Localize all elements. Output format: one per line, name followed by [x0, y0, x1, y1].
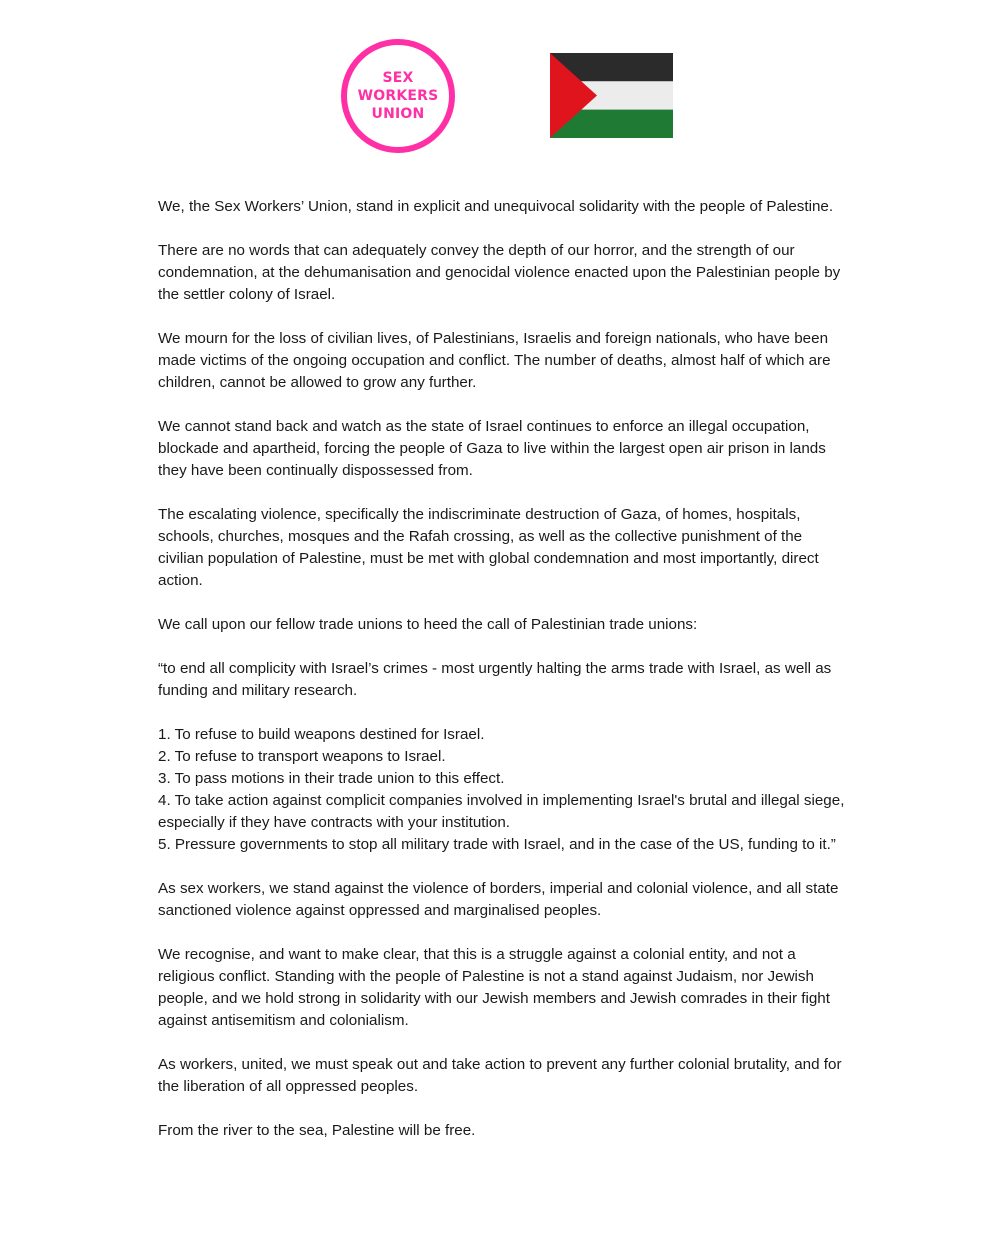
closing-line: From the river to the sea, Palestine will be free. — [158, 1122, 476, 1139]
statement-paragraph: The escalating violence, specifically the indiscriminate destruction of Gaza, of homes, hospitals, schools, churches, mosques and the Rafah crossing, as well as the collective punishment of the civilian population of Palestine, must be met with global condemnation and most importantly, direct action. — [158, 506, 819, 589]
solidarity-statement — [158, 196, 848, 1164]
list-item: 4. To take action against complicit companies involved in implementing Israel's brutal and illegal siege, especially if they have contracts with your institution. — [158, 792, 845, 831]
statement-paragraph: As workers, united, we must speak out and take action to prevent any further colonial brutality, and for the liberation of all oppressed peoples. — [158, 1056, 842, 1095]
statement-paragraph: We, the Sex Workers’ Union, stand in explicit and unequivocal solidarity with the people of Palestine. — [158, 198, 834, 215]
list-item: 2. To refuse to transport weapons to Israel. — [158, 748, 446, 765]
statement-paragraph: We mourn for the loss of civilian lives, of Palestinians, Israelis and foreign nationals, who have been made victims of the ongoing occupation and conflict. The number of deaths, almost half of which are children, cannot be allowed to grow any further. — [158, 330, 831, 391]
logo-text-line: WORKERS — [357, 88, 439, 104]
quoted-call-paragraph: “to end all complicity with Israel’s crimes - most urgently halting the arms trade with Israel, as well as funding and military research. — [158, 660, 832, 699]
logo-text-line: UNION — [371, 106, 425, 122]
list-item: 1. To refuse to build weapons destined for Israel. — [158, 726, 485, 743]
statement-paragraph: There are no words that can adequately convey the depth of our horror, and the strength of our condemnation, at the dehumanisation and genocidal violence enacted upon the Palestinian people by the settler colony of Israel. — [158, 242, 841, 303]
list-item: 5. Pressure governments to stop all military trade with Israel, and in the case of the US, funding to it.” — [158, 836, 836, 853]
statement-paragraph: As sex workers, we stand against the violence of borders, imperial and colonial violence, and all state sanctioned violence against oppressed and marginalised peoples. — [158, 880, 839, 919]
statement-paragraph: We cannot stand back and watch as the state of Israel continues to enforce an illegal occupation, blockade and apartheid, forcing the people of Gaza to live within the largest open air prison in lands they have been continually dispossessed from. — [158, 418, 826, 479]
list-item: 3. To pass motions in their trade union to this effect. — [158, 770, 505, 787]
statement-paragraph: We call upon our fellow trade unions to heed the call of Palestinian trade unions: — [158, 616, 698, 633]
demands-list — [158, 724, 848, 856]
statement-paragraph: We recognise, and want to make clear, that this is a struggle against a colonial entity, and not a religious conflict. Standing with the people of Palestine is not a stand against Judaism, nor Jewish people, and we hold strong in solidarity with our Jewish members and Jewish comrades in their fight against antisemitism and colonialism. — [158, 946, 830, 1029]
logo-text-line: SEX — [382, 70, 414, 86]
palestine-flag-icon — [550, 53, 673, 138]
sex-workers-union-logo — [341, 39, 455, 153]
